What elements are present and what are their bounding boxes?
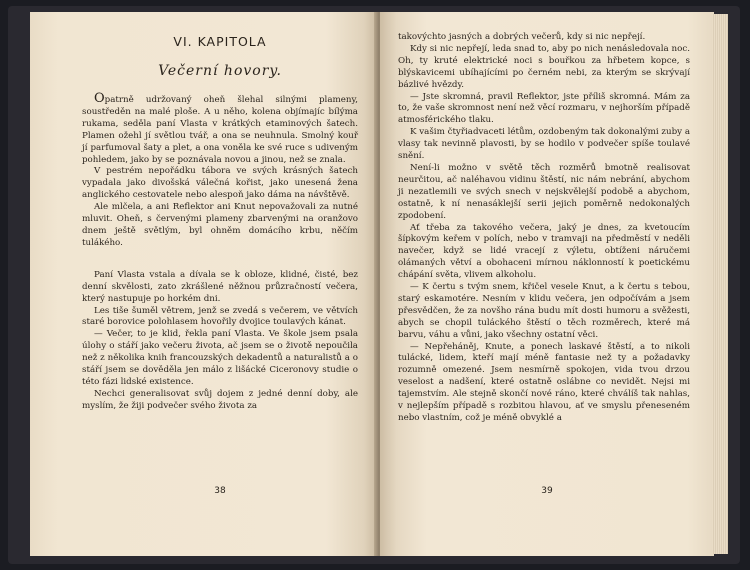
chapter-heading: VI. KAPITOLA — [173, 34, 267, 49]
paragraph: — Jste skromná, pravil Reflektor, jste příliš skromná. Mám za to, že vaše skromnost není než věcí rozmaru, v nejhorším případě atmosférického tlaku. — [398, 91, 690, 126]
right-page — [380, 12, 714, 556]
paragraph: Kdy si nic nepřejí, leda snad to, aby po nich nenásledovala noc. Oh, ty kruté elektrické noci s bouřkou za hřbetem kopce, s blýskavicemi ubíhajícími po černém nebi, za kterým se skrývají bázlivé hvězdy. — [398, 43, 690, 90]
paragraph: Opatrně udržovaný oheň šlehal silnými plameny, soustředěn na malé ploše. A u něho, kolena objímajíc bílýma rukama, seděla paní Vlasta v krátkých etaminových šatech. Plamen ožehl jí světlou tvář, a ona se neuhnula. Smolný kouř jí parfumoval šaty a plet, a ona voněla ke své ruce s udiveným pohledem, jako by se poznávala novou a jinou, než se znala. — [82, 91, 358, 165]
paragraph: Les tiše šuměl větrem, jenž se zvedá s večerem, ve větvích staré borovice polohlasem hovořily dvojice toulavých kánat. — [82, 305, 358, 328]
paragraph: — Večer, to je klid, řekla paní Vlasta. Ve škole jsem psala úlohy o stáří jako večeru života, ač jsem se o životě nepoučila než z několika knih francouzských dekadentů a naturalistů a o stáří jsem se dověděla jen málo z lišácké Ciceronovy studie o této fázi lidské existence. — [82, 329, 358, 387]
paragraph: takovýchto jasných a dobrých večerů, kdy si nic nepřejí. — [398, 32, 646, 42]
paragraph: Ať třeba za takového večera, jaký je dnes, za kvetoucím šípkovým keřem v polích, nebo v tramvaji na předměstí v neděli navečer, když se lidé vracejí z výletu, obtíženi náručemi olámaných větví a obohaceni mírnou náklonností k poetickému chápání světa, vlivem alkoholu. — [398, 222, 690, 281]
left-page — [30, 12, 378, 556]
page-number: 39 — [541, 486, 553, 496]
paragraph: Není-li možno v světě těch rozměrů bmotně realisovat neurčitou, ač naléhavou vidinu štěstí, nic nám nebrání, abychom ji nezatlemili ve svých snech v nejskvělejší podobě a abychom, ostatně, k ní nenasáklejší serii jejich poměrně nedokonalých zpodobení. — [398, 162, 690, 221]
paragraph: Paní Vlasta vstala a dívala se k obloze, klidné, čisté, bez denní skvělosti, zato zkrášlené něžnou průzračností večera, který nastupuje po horkém dni. — [82, 269, 358, 304]
paragraph: — K čertu s tvým snem, křičel vesele Knut, a k čertu s tebou, starý eskamotére. Nesním v klidu večera, jen odpočívám a jsem přesvědčen, že za novšho rána budu mít dosti humoru a svěžesti, abych se chopil tuláckého štěstí o těch rozměrech, které má barvu, váhu a vůni, jako všechny ostatní věci. — [398, 282, 690, 340]
paragraph: Nechci generalisovat svůj dojem z jedné denní doby, ale myslím, že žiji podvečer svého života za — [82, 388, 358, 411]
page-number: 38 — [214, 486, 226, 496]
paragraph: — Nepřeháněj, Knute, a ponech laskavé štěstí, a to nikoli tulácké, lidem, kteří mají méně fantasie než ty a požadavky rozumně omezené. Jsem nesmírně spokojen, vida tvou drzou veselost a nadšení, které ostatně oslábne co nevidět. Nejsi mi tajemstvím. Ale stejně skončí nové ráno, které chválíš tak nahlas, v nejlepším případě s rozbitou hlavou, ať ve smyslu přeneseném nebo vlastním, což je méně obvyklé a — [398, 341, 690, 423]
open-book — [8, 6, 740, 564]
paragraph: K vašim čtyřiadvaceti létům, ozdobeným tak dokonalými zuby a vlasy tak nevinně plavosti, by se hodilo v podvečer spíše toulavé snění. — [398, 127, 691, 162]
paragraph: Ale mlčela, a ani Reflektor ani Knut nepovažovali za nutné mluvit. Oheň, s červenými plameny zbarvenými na oranžovo dnem ještě světlým, byl ohněm domácího krbu, něčím tulákého. — [82, 202, 358, 248]
page-edges — [712, 14, 728, 554]
chapter-subheading: Večerní hovory. — [158, 63, 282, 79]
paragraph: V pestrém nepořádku tábora ve svých krásných šatech vypadala jako divošská válečná kořist, jako unesená žena anglického cestovatele nebo alespoň jako dáma na návštěvě. — [82, 166, 358, 201]
